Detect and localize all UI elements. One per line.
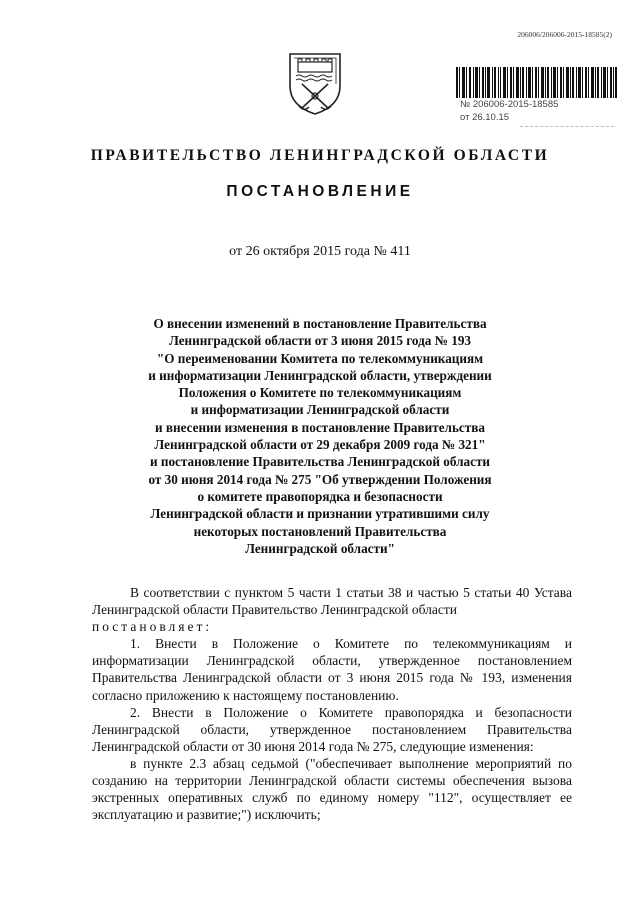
item-2-paragraph: 2. Внести в Положение о Комитете правопорядка и безопасности Ленинградской области, утвержденное постановлением Правительства Ленинградской области от 30 июня 2014 года № 275, следующие изменения: <box>92 704 572 754</box>
document-date-number: от 26 октября 2015 года № 411 <box>229 244 411 259</box>
subject-line: "О переименовании Комитета по телекоммуникациям <box>156 350 484 366</box>
subject-line: Ленинградской области от 29 декабря 2009 года № 321" <box>154 437 486 453</box>
subject-line: и информатизации Ленинградской области <box>190 402 450 418</box>
decree-word: постановляет: <box>92 619 213 635</box>
divider <box>520 126 614 127</box>
subject-line: и постановление Правительства Ленинградской области <box>149 454 491 470</box>
subject-line: от 30 июня 2014 года № 275 "Об утверждении Положения <box>148 471 492 487</box>
leningrad-oblast-coat-of-arms-icon <box>286 48 344 116</box>
subject-line: О внесении изменений в постановление Правительства <box>153 316 487 331</box>
subject-line: о комитете правопорядка и безопасности <box>197 488 443 504</box>
document-type: ПОСТАНОВЛЕНИЕ <box>226 183 414 200</box>
subject-line: некоторых постановлений Правительства <box>193 523 447 539</box>
document-body <box>92 584 572 823</box>
subject-line: Ленинградской области" <box>245 540 395 556</box>
item-1-paragraph: 1. Внести в Положение о Комитете по телекоммуникациям и информатизации Ленинградской области, утвержденное постановлением Правительства Ленинградской области от 3 июня 2015 года № 193, изменения согласно приложению к настоящему постановлению. <box>92 636 572 703</box>
subject-line: Ленинградской области от 3 июня 2015 года № 193 <box>168 333 472 349</box>
subject-line: и внесении изменения в постановление Правительства <box>155 419 485 435</box>
preamble-paragraph: В соответствии с пунктом 5 части 1 статьи 38 и частью 5 статьи 40 Устава Ленинградской области Правительство Ленинградской области <box>92 585 572 618</box>
subject-line: Ленинградской области и признании утратившими силу <box>150 506 490 522</box>
document-subject <box>110 315 530 557</box>
subject-line: и информатизации Ленинградской области, утверждении <box>148 367 492 383</box>
registration-date: от 26.10.15 <box>460 112 510 123</box>
document-id: 206006/206006-2015-18585(2) <box>517 30 612 39</box>
subject-line: Положения о Комитете по телекоммуникациям <box>178 385 462 401</box>
barcode-icon <box>456 67 617 98</box>
government-title: ПРАВИТЕЛЬСТВО ЛЕНИНГРАДСКОЙ ОБЛАСТИ <box>90 147 550 164</box>
registration-number: № 206006-2015-18585 <box>460 99 559 110</box>
item-2-subparagraph: в пункте 2.3 абзац седьмой ("обеспечивает выполнение мероприятий по созданию на территории Ленинградской области системы обеспечения вызова экстренных оперативных служб по единому номеру "112", осуществляет ее эксплуатацию и развитие;") исключить; <box>92 755 572 823</box>
